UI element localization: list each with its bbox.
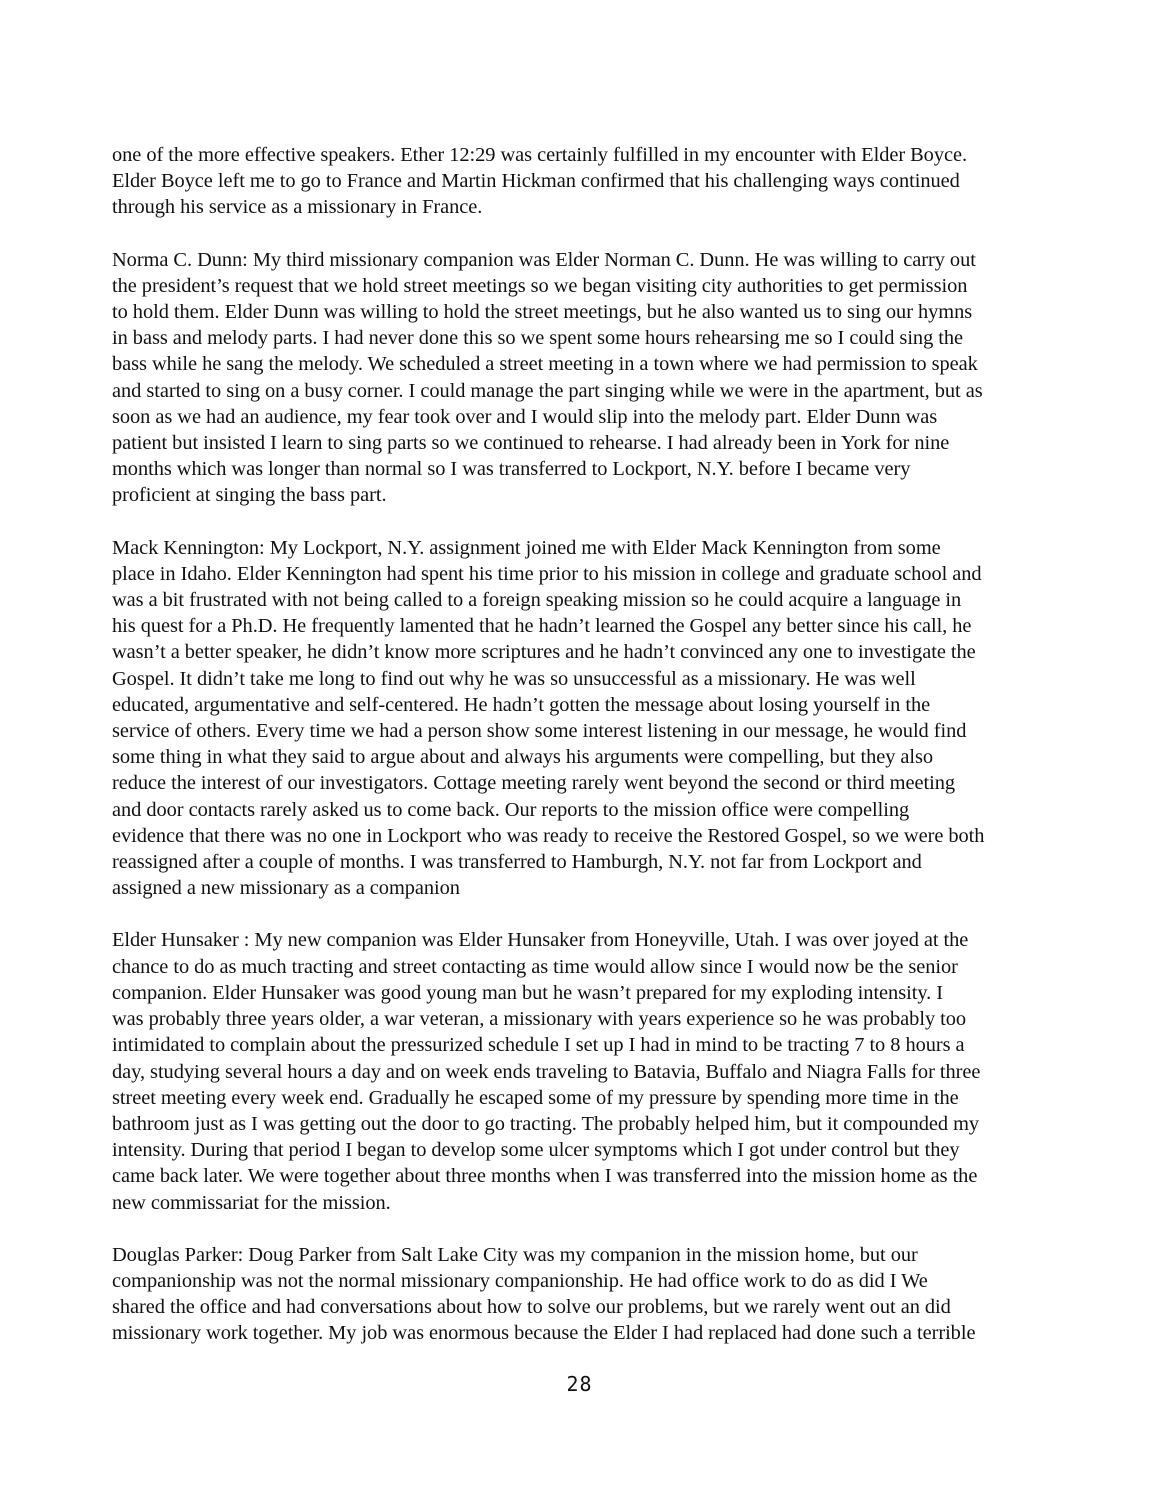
page-number: 28 [566,1372,593,1396]
paragraph-elder-hunsaker: Elder Hunsaker : My new companion was Elder Hunsaker from Honeyville, Utah. I was over joyed at the chance to do as much tracting and street contacting as time would allow since I would now be the senior companion. Elder Hunsaker was good young man but he wasn’t prepared for my exploding intensity. I was probably three years older, a war veteran, a missionary with years experience so he was probably too intimidated to complain about the pressurized schedule I set up I had in mind to be tracting 7 to 8 hours a day, studying several hours a day and on week ends traveling to Batavia, Buffalo and Niagra Falls for three street meeting every week end. Gradually he escaped some of my pressure by spending more time in the bathroom just as I was getting out the door to go tracting. The probably helped him, but it compounded my intensity. During that period I began to develop some ulcer symptoms which I got under control but they came back later. We were together about three months when I was transferred into the mission home as the new commissariat for the mission. [112,929,981,1214]
paragraph-mack-kennington: Mack Kennington: My Lockport, N.Y. assignment joined me with Elder Mack Kennington from some place in Idaho. Elder Kennington had spent his time prior to his mission in college and graduate school and was a bit frustrated with not being called to a foreign speaking mission so he could acquire a language in his quest for a Ph.D. He frequently lamented that he hadn’t learned the Gospel any better since his call, he wasn’t a better speaker, he didn’t know more scriptures and he hadn’t convinced any one to investigate the Gospel. It didn’t take me long to find out why he was so unsuccessful as a missionary. He was well educated, argumentative and self-centered. He hadn’t gotten the message about losing yourself in the service of others. Every time we had a person show some interest listening in our message, he would find some thing in what they said to argue about and always his arguments were compelling, but they also reduce the interest of our investigators. Cottage meeting rarely went beyond the second or third meeting and door contacts rarely asked us to come back. Our reports to the mission office were compelling evidence that there was no one in Lockport who was ready to receive the Restored Gospel, so we were both reassigned after a couple of months. I was transferred to Hamburgh, N.Y. not far from Lockport and assigned a new missionary as a companion [112,536,985,900]
paragraph-norma-dunn: Norma C. Dunn: My third missionary companion was Elder Norman C. Dunn. He was willing to carry out the president’s request that we hold street meetings so we began visiting city authorities to get permission to hold them. Elder Dunn was willing to hold the street meetings, but he also wanted us to sing our hymns in bass and melody parts. I had never done this so we spent some hours rehearsing me so I could sing the bass while he sang the melody. We scheduled a street meeting in a town where we had permission to speak and started to sing on a busy corner. I could manage the part singing while we were in the apartment, but as soon as we had an audience, my fear took over and I would slip into the melody part. Elder Dunn was patient but insisted I learn to sing parts so we continued to rehearse. I had already been in York for nine months which was longer than normal so I was transferred to Lockport, N.Y. before I became very proficient at singing the bass part. [112,248,983,507]
body-text [112,142,1094,1373]
paragraph-boyce-continued: one of the more effective speakers. Ether 12:29 was certainly fulfilled in my encounter with Elder Boyce. Elder Boyce left me to go to France and Martin Hickman confirmed that his challenging ways continued through his service as a missionary in France. [112,144,968,219]
paragraph-douglas-parker: Douglas Parker: Doug Parker from Salt Lake City was my companion in the mission home, but our companionship was not the normal missionary companionship. He had office work to do as did I We shared the office and had conversations about how to solve our problems, but we rarely went out an did missionary work together. My job was enormous because the Elder I had replaced had done such a terrible [112,1243,976,1345]
